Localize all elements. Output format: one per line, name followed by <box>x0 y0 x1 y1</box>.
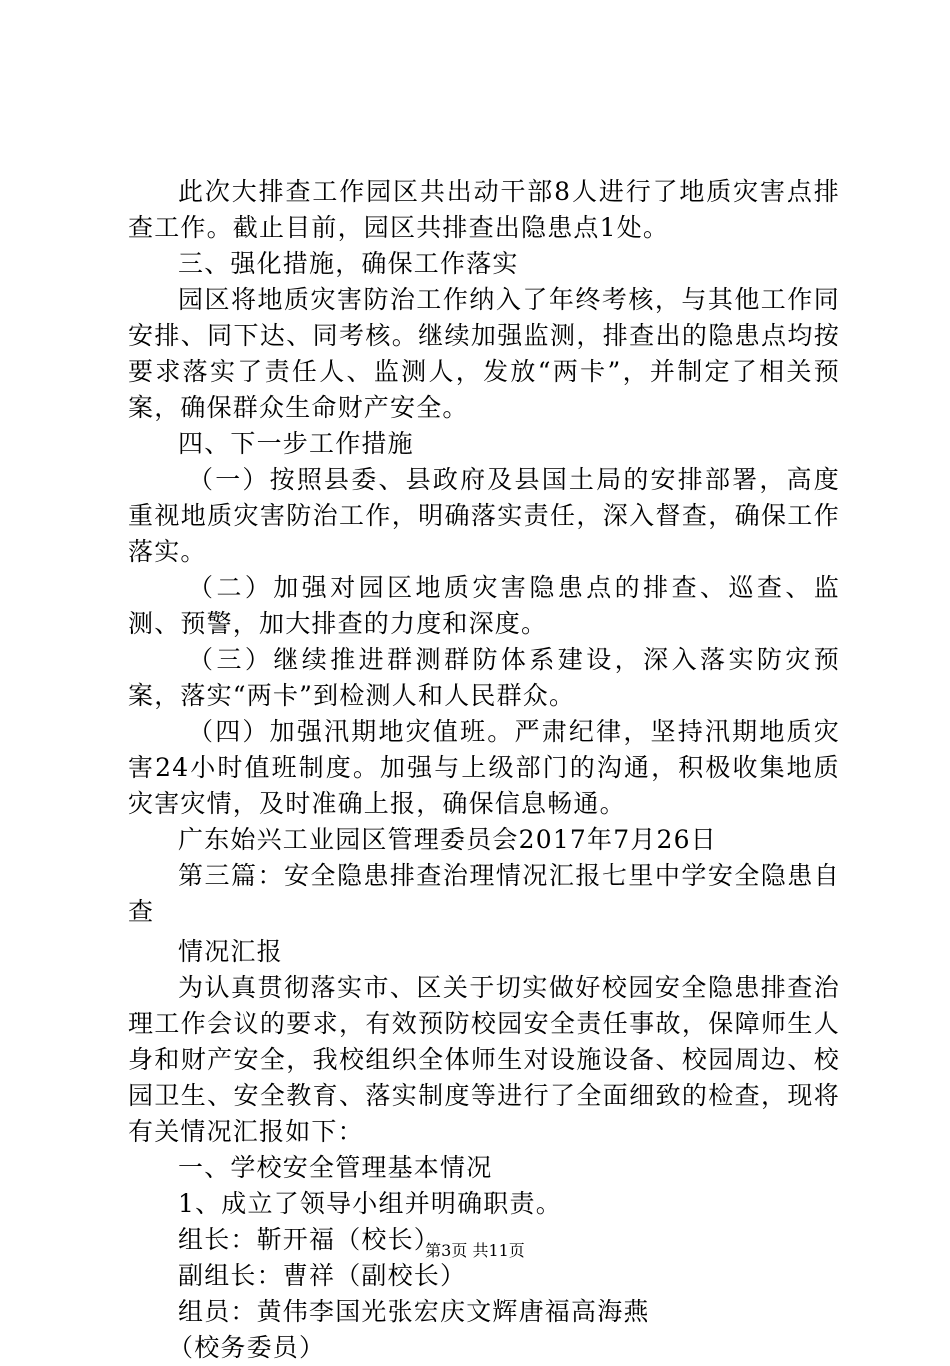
document-body <box>128 174 840 1366</box>
section-subtitle-report: 情况汇报 <box>178 937 283 966</box>
page-footer <box>0 1240 950 1262</box>
paragraph-step-four: （四）加强汛期地灾值班。严肃纪律，坚持汛期地质灾害24小时值班制度。加强与上级部门的沟通，积极收集地质灾害灾情，及时准确上报，确保信息畅通。 <box>128 717 840 818</box>
heading-safety-management: 一、学校安全管理基本情况 <box>178 1153 493 1182</box>
item-leadership-group: 1、成立了领导小组并明确职责。 <box>178 1189 562 1218</box>
paragraph-school-intro: 为认真贯彻落实市、区关于切实做好校园安全隐患排查治理工作会议的要求，有效预防校园安全责任事故，保障师生人身和财产安全，我校组织全体师生对设施设备、校园周边、校园卫生、安全教育、落实制度等进行了全面细致的检查，现将有关情况汇报如下： <box>128 973 840 1146</box>
heading-strengthen-measures: 三、强化措施，确保工作落实 <box>178 249 519 278</box>
item-group-leader: 组长：靳开福（校长） <box>178 1225 441 1254</box>
paragraph-step-one: （一）按照县委、县政府及县国土局的安排部署，高度重视地质灾害防治工作，明确落实责任，深入督查，确保工作落实。 <box>128 465 840 566</box>
item-deputy-leader: 副组长：曹祥（副校长） <box>178 1261 467 1290</box>
item-members-role: （校务委员） <box>168 1333 326 1362</box>
paragraph-assessment: 园区将地质灾害防治工作纳入了年终考核，与其他工作同安排、同下达、同考核。继续加强监测，排查出的隐患点均按要求落实了责任人、监测人，发放“两卡”，并制定了相关预案，确保群众生命财产安全。 <box>128 285 840 422</box>
heading-next-steps: 四、下一步工作措施 <box>178 429 414 458</box>
paragraph-step-three: （三）继续推进群测群防体系建设，深入落实防灾预案，落实“两卡”到检测人和人民群众。 <box>128 645 840 710</box>
paragraph-step-two: （二）加强对园区地质灾害隐患点的排查、巡查、监测、预警，加大排查的力度和深度。 <box>128 573 840 638</box>
paragraph-inspection-summary: 此次大排查工作园区共出动干部8人进行了地质灾害点排查工作。截止目前，园区共排查出隐患点1处。 <box>128 177 840 242</box>
signature-line: 广东始兴工业园区管理委员会2017年7月26日 <box>178 825 717 854</box>
page-number-label: 第3页 共11页 <box>425 1241 525 1260</box>
item-members: 组员：黄伟李国光张宏庆文辉唐福高海燕 <box>178 1297 650 1326</box>
section-title-part-three: 第三篇：安全隐患排查治理情况汇报七里中学安全隐患自查 <box>128 861 840 926</box>
